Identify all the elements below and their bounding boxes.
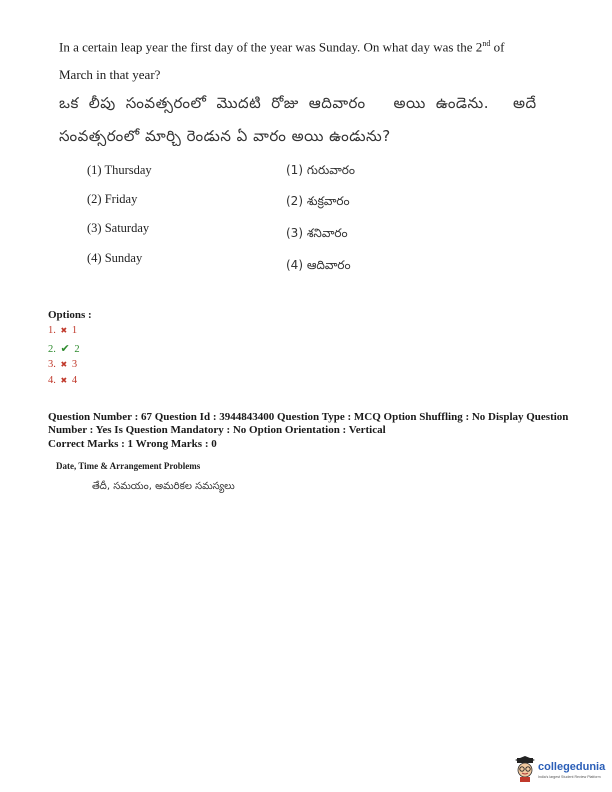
brand-tagline: India's largest Student Review Platform <box>538 775 601 779</box>
topic-english: Date, Time & Arrangement Problems <box>56 461 201 471</box>
option-row-1 <box>48 325 77 336</box>
telugu-word: రోజు <box>271 94 299 112</box>
telugu-word: సంవత్సరంలో <box>125 94 207 112</box>
option-value: 2 <box>74 344 80 355</box>
question-telugu-line1 <box>59 94 537 116</box>
telugu-word: ఉండెను. <box>435 94 490 112</box>
brand-name: collegedunia <box>538 761 606 773</box>
question-text-line2: March in that year? <box>59 67 161 82</box>
choice-en-4: (4) Sunday <box>87 251 143 265</box>
collegedunia-logo <box>514 756 604 786</box>
choice-en-1: (1) Thursday <box>87 163 152 177</box>
option-value: 1 <box>71 325 78 336</box>
cross-icon: ✖ <box>60 326 68 335</box>
cross-icon: ✖ <box>60 360 68 369</box>
question-meta-line1: Question Number : 67 Question Id : 3944843400 Question Type : MCQ Option Shuffling : No Display Question <box>48 411 569 423</box>
question-text-suffix: of <box>490 39 505 55</box>
question-telugu-line2: సంవత్సరంలో మార్చి రెండున ఏ వారం అయి ఉండును? <box>59 127 391 145</box>
student-mascot-icon <box>514 756 536 782</box>
option-value: 4 <box>71 375 78 386</box>
cross-icon: ✖ <box>60 376 68 385</box>
option-value: 3 <box>71 359 78 370</box>
question-text-prefix: In a certain leap year the first day of the year was Sunday. On what day was the 2 <box>59 39 483 55</box>
option-number: 3. <box>48 359 56 370</box>
choice-te-4: (4) ఆదివారం <box>286 258 351 272</box>
question-meta-line2: Number : Yes Is Question Mandatory : No Option Orientation : Vertical <box>48 424 386 436</box>
telugu-word: అదే <box>513 94 537 112</box>
question-text-line1 <box>59 36 504 55</box>
option-number: 2. <box>48 344 56 355</box>
question-meta-line3: Correct Marks : 1 Wrong Marks : 0 <box>48 438 217 450</box>
choice-en-3: (3) Saturday <box>87 221 150 235</box>
telugu-word: అయి <box>393 94 426 112</box>
option-number: 4. <box>48 375 56 386</box>
option-row-2 <box>48 342 80 355</box>
options-heading: Options : <box>48 309 92 321</box>
choice-en-2: (2) Friday <box>87 192 138 206</box>
telugu-word: లీపు <box>88 94 116 112</box>
telugu-word: ఒక <box>59 94 79 112</box>
topic-telugu: తేదీ, సమయం, అమరికల సమస్యలు <box>92 481 235 492</box>
check-icon: ✔ <box>60 343 70 355</box>
choice-te-1: (1) గురువారం <box>286 163 356 177</box>
superscript-nd: nd <box>482 39 491 48</box>
choice-te-3: (3) శనివారం <box>286 226 348 240</box>
choice-te-2: (2) శుక్రవారం <box>286 194 350 208</box>
option-row-3 <box>48 359 77 370</box>
option-number: 1. <box>48 325 56 336</box>
telugu-word: మొదటి <box>216 94 262 112</box>
option-row-4 <box>48 375 77 386</box>
telugu-word: ఆదివారం <box>308 94 366 112</box>
